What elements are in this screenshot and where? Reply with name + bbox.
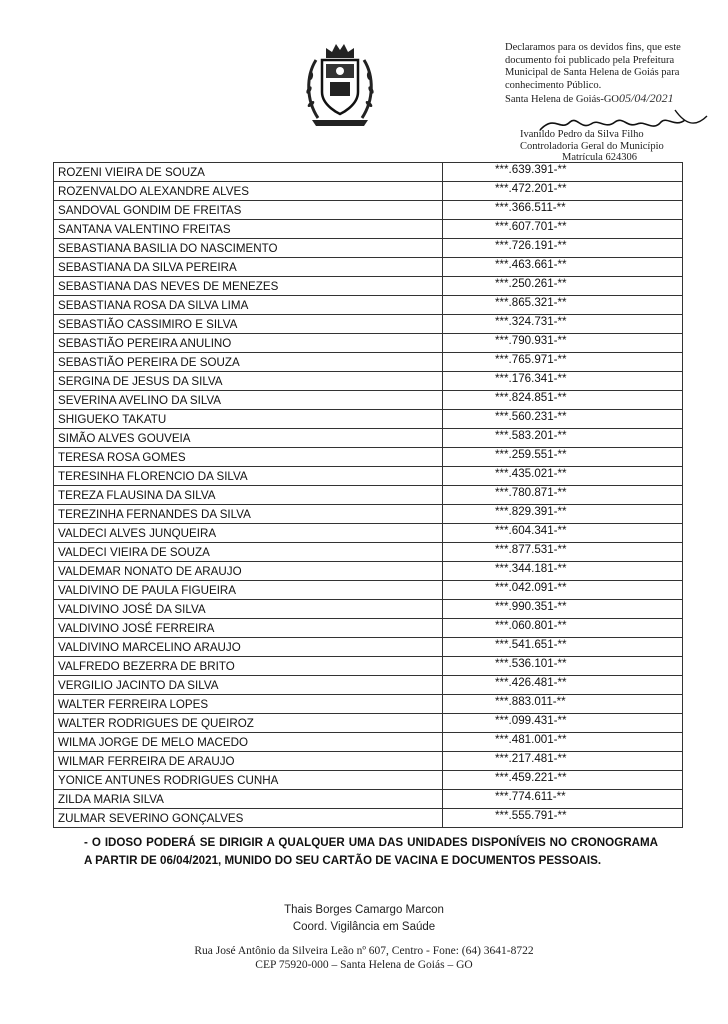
table-row	[54, 296, 683, 315]
table-row	[54, 676, 683, 695]
person-name-cell: VALDIVINO DE PAULA FIGUEIRA	[54, 581, 443, 600]
table-row	[54, 429, 683, 448]
masked-cpf-cell: ***.883.011-**	[443, 695, 683, 714]
declaration-line: Municipal de Santa Helena de Goiás para	[505, 67, 680, 78]
masked-cpf-cell: ***.324.731-**	[443, 315, 683, 334]
names-table-body	[54, 163, 683, 828]
table-row	[54, 201, 683, 220]
signatory-registration: Matrícula 624306	[562, 152, 637, 163]
masked-cpf-cell: ***.639.391-**	[443, 163, 683, 182]
person-name-cell: WALTER FERREIRA LOPES	[54, 695, 443, 714]
masked-cpf-cell: ***.481.001-**	[443, 733, 683, 752]
footer-address	[0, 944, 728, 972]
declaration-line: conhecimento Público.	[505, 79, 602, 91]
person-name-cell: ROZENVALDO ALEXANDRE ALVES	[54, 182, 443, 201]
signatory-office: Controladoria Geral do Município	[520, 140, 664, 152]
person-name-cell: WILMA JORGE DE MELO MACEDO	[54, 733, 443, 752]
person-name-cell: VALDIVINO MARCELINO ARAUJO	[54, 638, 443, 657]
person-name-cell: TEREZA FLAUSINA DA SILVA	[54, 486, 443, 505]
person-name-cell: VALDECI VIEIRA DE SOUZA	[54, 543, 443, 562]
masked-cpf-cell: ***.555.791-**	[443, 809, 683, 828]
person-name-cell: SEBASTIÃO PEREIRA DE SOUZA	[54, 353, 443, 372]
person-name-cell: ZILDA MARIA SILVA	[54, 790, 443, 809]
address-line: CEP 75920-000 – Santa Helena de Goiás – GO	[255, 959, 473, 971]
table-row	[54, 334, 683, 353]
masked-cpf-cell: ***.344.181-**	[443, 562, 683, 581]
table-row	[54, 771, 683, 790]
table-row	[54, 372, 683, 391]
table-row	[54, 391, 683, 410]
masked-cpf-cell: ***.217.481-**	[443, 752, 683, 771]
table-row	[54, 220, 683, 239]
person-name-cell: VALDIVINO JOSÉ FERREIRA	[54, 619, 443, 638]
place-prefix: Santa Helena de Goiás-GO	[505, 94, 620, 105]
person-name-cell: VALDIVINO JOSÉ DA SILVA	[54, 600, 443, 619]
masked-cpf-cell: ***.176.341-**	[443, 372, 683, 391]
person-name-cell: VERGILIO JACINTO DA SILVA	[54, 676, 443, 695]
masked-cpf-cell: ***.435.021-**	[443, 467, 683, 486]
declaration-line: documento foi publicado pela Prefeitura	[505, 54, 675, 66]
person-name-cell: SEBASTIANA DAS NEVES DE MENEZES	[54, 277, 443, 296]
person-name-cell: WALTER RODRIGUES DE QUEIROZ	[54, 714, 443, 733]
masked-cpf-cell: ***.463.661-**	[443, 258, 683, 277]
table-row	[54, 543, 683, 562]
person-name-cell: WILMAR FERREIRA DE ARAUJO	[54, 752, 443, 771]
table-row	[54, 258, 683, 277]
vaccination-notice: - O IDOSO PODERÁ SE DIRIGIR A QUALQUER UMA DAS UNIDADES DISPONÍVEIS NO CRONOGRAMA A PARTIR DE 06/04/2021, MUNIDO DO SEU CARTÃO DE VACINA E DOCUMENTOS PESSOAIS.	[84, 836, 658, 867]
masked-cpf-cell: ***.607.701-**	[443, 220, 683, 239]
table-row	[54, 239, 683, 258]
masked-cpf-cell: ***.583.201-**	[443, 429, 683, 448]
person-name-cell: ROZENI VIEIRA DE SOUZA	[54, 163, 443, 182]
masked-cpf-cell: ***.560.231-**	[443, 410, 683, 429]
masked-cpf-cell: ***.765.971-**	[443, 353, 683, 372]
masked-cpf-cell: ***.990.351-**	[443, 600, 683, 619]
person-name-cell: SHIGUEKO TAKATU	[54, 410, 443, 429]
declaration-line: Declaramos para os devidos fins, que este	[505, 42, 681, 53]
declaration-place-date	[505, 92, 725, 107]
handwritten-date: 05/04/2021	[619, 91, 674, 105]
person-name-cell: SANTANA VALENTINO FREITAS	[54, 220, 443, 239]
masked-cpf-cell: ***.250.261-**	[443, 277, 683, 296]
signatory-name: Ivanildo Pedro da Silva Filho	[520, 129, 644, 140]
person-name-cell: ZULMAR SEVERINO GONÇALVES	[54, 809, 443, 828]
person-name-cell: SANDOVAL GONDIM DE FREITAS	[54, 201, 443, 220]
table-row	[54, 714, 683, 733]
table-row	[54, 562, 683, 581]
masked-cpf-cell: ***.472.201-**	[443, 182, 683, 201]
table-row	[54, 695, 683, 714]
person-name-cell: SIMÃO ALVES GOUVEIA	[54, 429, 443, 448]
coordinator-block	[0, 902, 728, 936]
person-name-cell: VALDEMAR NONATO DE ARAUJO	[54, 562, 443, 581]
masked-cpf-cell: ***.426.481-**	[443, 676, 683, 695]
table-row	[54, 277, 683, 296]
masked-cpf-cell: ***.604.341-**	[443, 524, 683, 543]
masked-cpf-cell: ***.536.101-**	[443, 657, 683, 676]
table-row	[54, 410, 683, 429]
person-name-cell: SEBASTIÃO CASSIMIRO E SILVA	[54, 315, 443, 334]
table-row	[54, 467, 683, 486]
table-row	[54, 182, 683, 201]
masked-cpf-cell: ***.877.531-**	[443, 543, 683, 562]
person-name-cell: SEBASTIANA DA SILVA PEREIRA	[54, 258, 443, 277]
masked-cpf-cell: ***.780.871-**	[443, 486, 683, 505]
person-name-cell: TERESINHA FLORENCIO DA SILVA	[54, 467, 443, 486]
masked-cpf-cell: ***.726.191-**	[443, 239, 683, 258]
masked-cpf-cell: ***.060.801-**	[443, 619, 683, 638]
municipal-coat-of-arms-icon	[300, 40, 380, 130]
masked-cpf-cell: ***.366.511-**	[443, 201, 683, 220]
table-row	[54, 505, 683, 524]
person-name-cell: SEBASTIÃO PEREIRA ANULINO	[54, 334, 443, 353]
person-name-cell: SEBASTIANA BASILIA DO NASCIMENTO	[54, 239, 443, 258]
person-name-cell: VALFREDO BEZERRA DE BRITO	[54, 657, 443, 676]
table-row	[54, 448, 683, 467]
table-row	[54, 657, 683, 676]
publication-declaration	[505, 42, 725, 107]
coordinator-name: Thais Borges Camargo Marcon	[284, 904, 444, 916]
names-table	[53, 162, 683, 828]
masked-cpf-cell: ***.259.551-**	[443, 448, 683, 467]
masked-cpf-cell: ***.042.091-**	[443, 581, 683, 600]
person-name-cell: TEREZINHA FERNANDES DA SILVA	[54, 505, 443, 524]
address-line: Rua José Antônio da Silveira Leão nº 607, Centro - Fone: (64) 3641-8722	[194, 945, 534, 957]
masked-cpf-cell: ***.829.391-**	[443, 505, 683, 524]
person-name-cell: VALDECI ALVES JUNQUEIRA	[54, 524, 443, 543]
signatory-block	[520, 129, 720, 164]
masked-cpf-cell: ***.459.221-**	[443, 771, 683, 790]
table-row	[54, 581, 683, 600]
table-row	[54, 524, 683, 543]
masked-cpf-cell: ***.865.321-**	[443, 296, 683, 315]
masked-cpf-cell: ***.541.651-**	[443, 638, 683, 657]
masked-cpf-cell: ***.824.851-**	[443, 391, 683, 410]
masked-cpf-cell: ***.099.431-**	[443, 714, 683, 733]
table-row	[54, 600, 683, 619]
coordinator-role: Coord. Vigilância em Saúde	[292, 921, 436, 933]
person-name-cell: TERESA ROSA GOMES	[54, 448, 443, 467]
table-row	[54, 809, 683, 828]
table-row	[54, 790, 683, 809]
table-row	[54, 619, 683, 638]
table-row	[54, 353, 683, 372]
table-row	[54, 486, 683, 505]
person-name-cell: SERGINA DE JESUS DA SILVA	[54, 372, 443, 391]
person-name-cell: SEBASTIANA ROSA DA SILVA LIMA	[54, 296, 443, 315]
table-row	[54, 315, 683, 334]
table-row	[54, 752, 683, 771]
masked-cpf-cell: ***.774.611-**	[443, 790, 683, 809]
person-name-cell: YONICE ANTUNES RODRIGUES CUNHA	[54, 771, 443, 790]
masked-cpf-cell: ***.790.931-**	[443, 334, 683, 353]
table-row	[54, 733, 683, 752]
table-row	[54, 163, 683, 182]
person-name-cell: SEVERINA AVELINO DA SILVA	[54, 391, 443, 410]
table-row	[54, 638, 683, 657]
